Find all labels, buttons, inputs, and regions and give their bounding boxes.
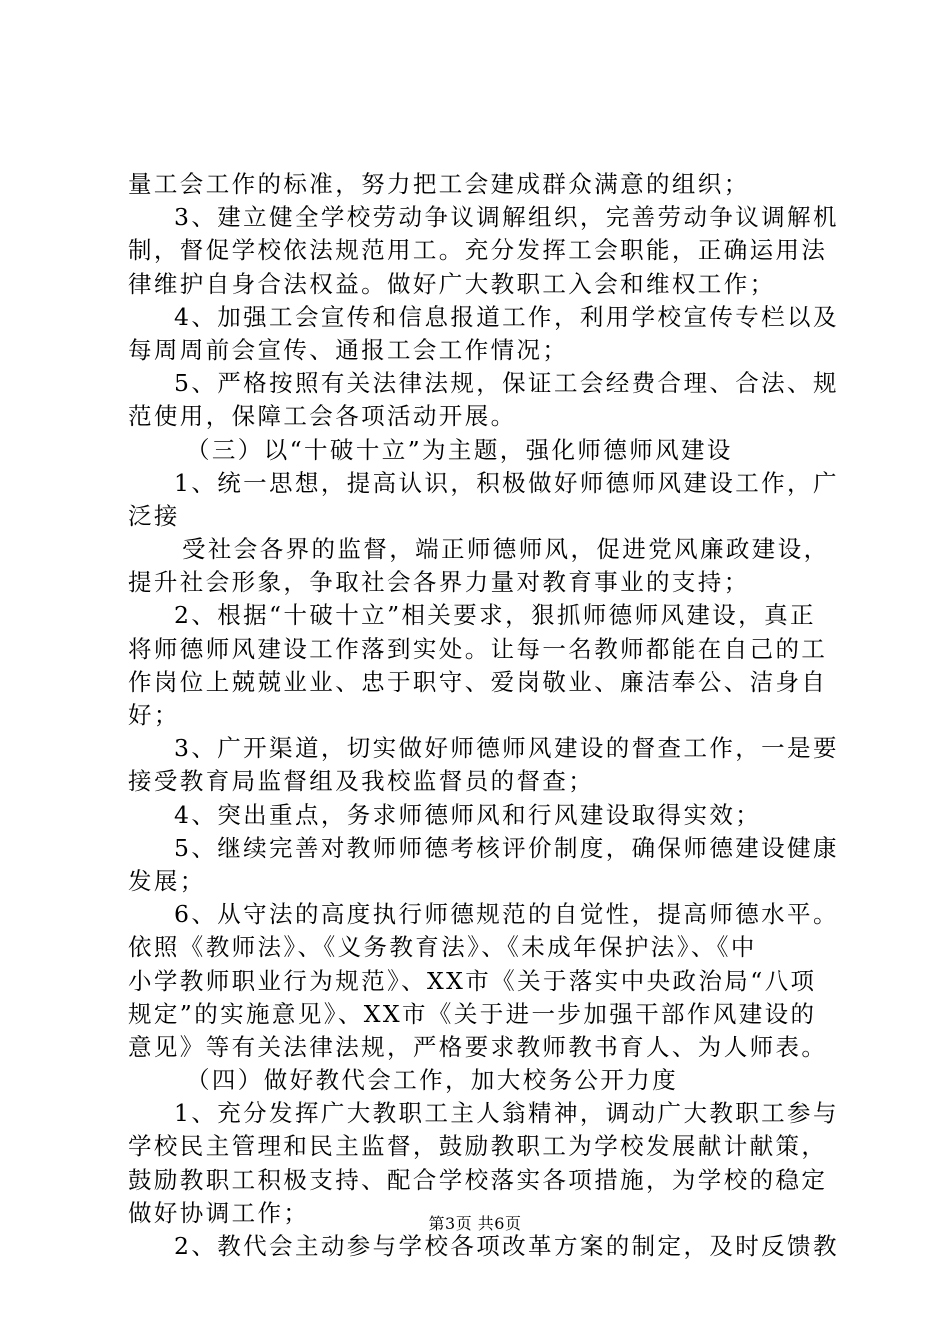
body-line-27: 意见》等有关法律法规，严格要求教师教书育人、为人师表。 [128, 1032, 828, 1061]
body-line-25: 小学教师职业行为规范》、XX市《关于落实中央政治局“八项 [128, 966, 817, 995]
body-line-32: 做好协调工作； [128, 1198, 310, 1227]
body-line-18: 3、广开渠道，切实做好师德师风建设的督查工作，一是要 [174, 734, 839, 763]
body-line-29: 1、充分发挥广大教职工主人翁精神，调动广大教职工参与 [174, 1099, 839, 1128]
body-line-22: 发展； [128, 866, 206, 895]
body-line-16: 作岗位上兢兢业业、忠于职守、爱岗敬业、廉洁奉公、洁身自 [128, 667, 828, 696]
page-number-footer: 第3页 共6页 [428, 1214, 522, 1233]
body-line-7: 5、严格按照有关法律法规，保证工会经费合理、合法、规 [174, 369, 839, 398]
body-line-5: 4、加强工会宣传和信息报道工作，利用学校宣传专栏以及 [174, 302, 839, 331]
body-line-11: 泛接 [128, 501, 180, 530]
body-line-15: 将师德师风建设工作落到实处。让每一名教师都能在自己的工 [128, 634, 828, 663]
body-line-23: 6、从守法的高度执行师德规范的自觉性，提高师德水平。 [174, 900, 839, 929]
body-line-20: 4、突出重点，务求师德师风和行风建设取得实效； [174, 800, 762, 829]
body-line-21: 5、继续完善对教师师德考核评价制度，确保师德建设健康 [174, 833, 839, 862]
body-line-33: 2、教代会主动参与学校各项改革方案的制定，及时反馈教 [174, 1232, 839, 1260]
body-line-14: 2、根据“十破十立”相关要求，狠抓师德师风建设，真正 [174, 601, 816, 630]
body-line-8: 范使用，保障工会各项活动开展。 [128, 402, 517, 431]
body-line-17: 好； [128, 701, 180, 729]
body-line-26: 规定”的实施意见》、XX市《关于进一步加强干部作风建设的 [128, 999, 817, 1028]
body-line-2: 3、建立健全学校劳动争议调解组织，完善劳动争议调解机 [174, 203, 839, 232]
body-line-19: 接受教育局监督组及我校监督员的督查； [128, 767, 595, 796]
body-line-13: 提升社会形象，争取社会各界力量对教育事业的支持； [128, 568, 750, 597]
body-line-31: 鼓励教职工积极支持、配合学校落实各项措施，为学校的稳定 [128, 1165, 828, 1194]
body-line-3: 制，督促学校依法规范用工。充分发挥工会职能，正确运用法 [128, 236, 828, 265]
body-line-12: 受社会各界的监督，端正师德师风，促进党风廉政建设， [182, 535, 830, 564]
document-body [128, 168, 839, 1263]
body-line-6: 每周周前会宣传、通报工会工作情况； [128, 335, 569, 364]
section-heading-4: （四）做好教代会工作，加大校务公开力度 [186, 1066, 679, 1095]
body-line-30: 学校民主管理和民主监督，鼓励教职工为学校发展献计献策， [128, 1132, 828, 1161]
body-line-1: 量工会工作的标准，努力把工会建成群众满意的组织； [128, 170, 750, 198]
body-line-10: 1、统一思想，提高认识，积极做好师德师风建设工作，广 [174, 468, 839, 497]
body-line-4: 律维护自身合法权益。做好广大教职工入会和维权工作； [128, 269, 776, 298]
section-heading-3: （三）以“十破十立”为主题，强化师德师风建设 [186, 435, 733, 464]
body-line-24: 依照《教师法》、《义务教育法》、《未成年保护法》、《中 [128, 933, 757, 962]
